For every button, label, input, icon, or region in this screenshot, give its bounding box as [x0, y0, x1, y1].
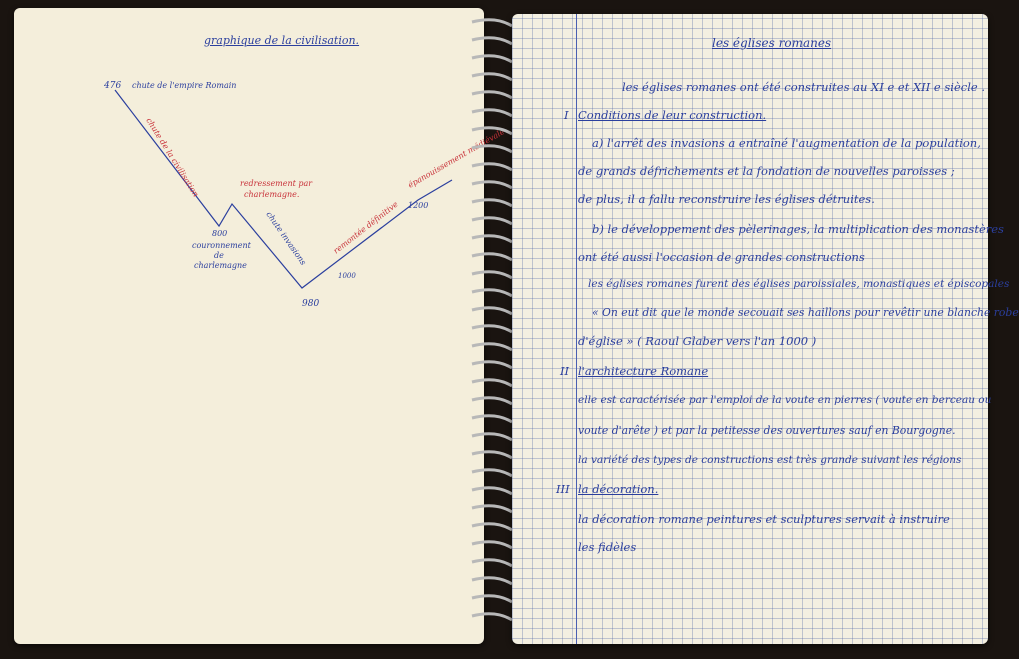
text-line: elle est caractérisée par l'emploi de la voute en pierres ( voute en berceau ou — [578, 394, 992, 406]
section-2-heading: l'architecture Romane — [578, 364, 709, 378]
text-line: de grands défrichements et la fondation de nouvelles paroisses ; — [578, 164, 955, 178]
label-800: 800 — [212, 229, 228, 238]
text-line: a) l'arrêt des invasions a entraîné l'augmentation de la population, — [592, 136, 981, 150]
label-fall: chute de la civilisation — [144, 116, 201, 199]
text-line: ont été aussi l'occasion de grandes constructions — [578, 250, 865, 264]
label-coronation-2: de — [214, 251, 224, 260]
label-recovery-1: redressement par — [240, 179, 313, 188]
text-line: b) le développement des pèlerinages, la multiplication des monastères — [592, 222, 1004, 236]
right-page-title: les églises romanes — [712, 36, 832, 50]
label-1200: 1200 — [408, 201, 429, 210]
quote-line: « On eut dit que le monde secouait ses haillons pour revêtir une blanche robe — [592, 306, 1019, 319]
text-line: voute d'arête ) et par la petitesse des ouvertures sauf en Bourgogne. — [578, 424, 956, 437]
label-476: 476 — [104, 81, 122, 91]
label-coronation-1: couronnement — [192, 241, 251, 250]
label-epanouissement: épanouissement médiévale — [406, 127, 507, 190]
left-page-title: graphique de la civilisation. — [204, 34, 360, 47]
left-notebook-page — [14, 8, 507, 644]
text-line: de plus, il a fallu reconstruire les églises détruites. — [578, 192, 875, 206]
text-line: la décoration romane peintures et sculptures servait à instruire — [578, 512, 950, 526]
quote-source: d'église » ( Raoul Glaber vers l'an 1000 ) — [578, 334, 817, 348]
label-definitive: remontée définitive — [331, 199, 400, 256]
label-980: 980 — [302, 299, 320, 309]
label-coronation-3: charlemagne — [194, 261, 247, 270]
right-notebook-page — [512, 14, 1019, 644]
margin-line — [576, 14, 577, 644]
label-1000: 1000 — [338, 272, 356, 280]
label-invasions: chute invasions — [264, 209, 308, 267]
section-3-num: III — [556, 482, 570, 496]
civilisation-graph — [14, 8, 507, 644]
text-line: la variété des types de constructions est très grande suivant les régions — [578, 454, 962, 466]
label-start-event: chute de l'empire Romain — [132, 81, 237, 90]
text-line: les fidèles — [578, 540, 637, 554]
text-line: les églises romanes furent des églises paroissiales, monastiques et épiscopales — [588, 278, 1010, 290]
section-1-heading: Conditions de leur construction. — [578, 108, 767, 122]
intro-text: les églises romanes ont été construites au XI e et XII e siècle . — [622, 80, 985, 94]
section-2-num: II — [560, 364, 570, 378]
label-recovery-2: charlemagne. — [244, 190, 300, 199]
civilisation-curve — [115, 90, 452, 288]
section-3-heading: la décoration. — [578, 482, 659, 496]
section-1-num: I — [564, 108, 569, 122]
